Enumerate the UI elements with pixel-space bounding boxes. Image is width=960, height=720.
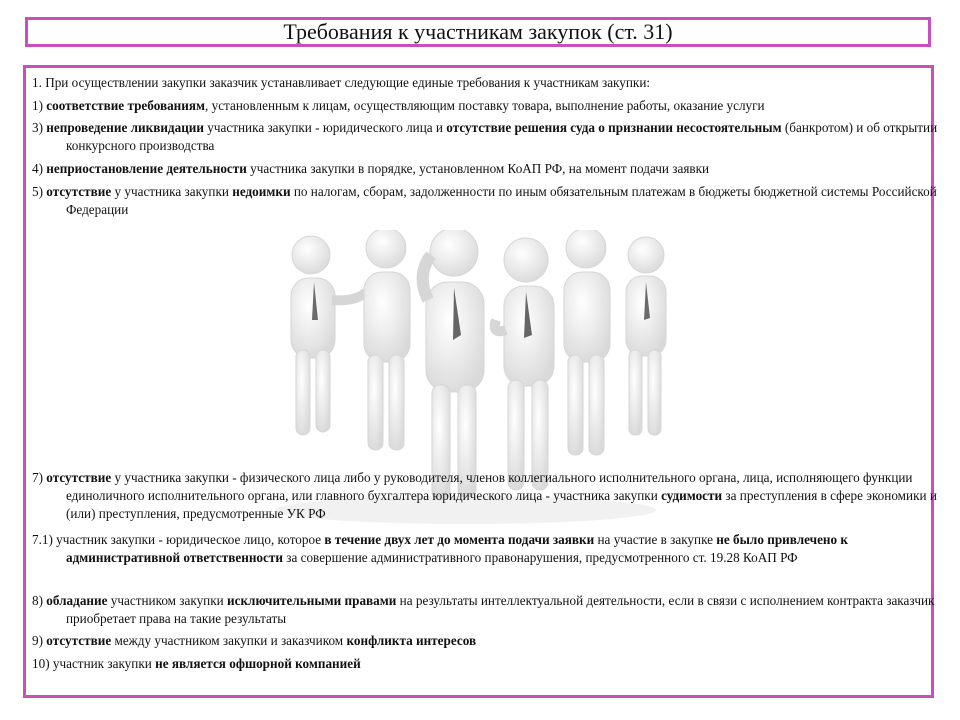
bold-phrase: конфликта интересов — [346, 633, 477, 648]
figure-left — [291, 236, 366, 435]
bold-phrase: соответствие требованиям — [46, 98, 205, 113]
text-segment: участником закупки — [107, 593, 227, 608]
figure-center — [423, 230, 484, 500]
requirement-3 — [32, 119, 956, 155]
figure-right — [626, 237, 666, 435]
text-segment: участника закупки в порядке, установленном КоАП РФ, на момент подачи заявки — [246, 161, 710, 176]
bold-phrase: недоимки — [232, 184, 291, 199]
text-segment: 9) — [32, 633, 47, 648]
text-segment: 3) — [32, 120, 47, 135]
requirement-4 — [32, 160, 956, 178]
requirement-5 — [32, 183, 956, 219]
requirement-8 — [32, 592, 956, 628]
text-segment: 1. При осуществлении закупки заказчик устанавливает следующие единые требования к участникам закупки: — [32, 75, 651, 90]
page-title: Требования к участникам закупок (ст. 31) — [283, 19, 673, 44]
text-segment: на участие в закупке — [594, 532, 717, 547]
bold-phrase: в течение двух лет до момента подачи заявки — [324, 532, 595, 547]
text-segment: у участника закупки — [111, 184, 233, 199]
text-segment: 7) — [32, 470, 47, 485]
text-segment: за совершение административного правонарушения, предусмотренного ст. 19.28 КоАП РФ — [282, 550, 798, 565]
bold-phrase: отсутствие — [46, 470, 112, 485]
bold-phrase: неприостановление деятельности — [46, 161, 247, 176]
text-segment: (банкротом) и об открытии конкурсного производства — [66, 120, 938, 153]
text-segment: 7.1) участник закупки - юридическое лицо, которое — [32, 532, 325, 547]
requirement-9 — [32, 632, 956, 650]
bold-phrase: исключительными правами — [227, 593, 397, 608]
text-segment: на результаты интеллектуальной деятельности, если в связи с исполнением контракта заказчик приобретает права на такие результаты — [66, 593, 935, 626]
text-segment: 1) — [32, 98, 47, 113]
bold-phrase: отсутствие — [46, 184, 112, 199]
bold-phrase: судимости — [661, 488, 723, 503]
title-box — [25, 17, 931, 47]
content-box — [23, 65, 938, 698]
text-segment: 5) — [32, 184, 47, 199]
bold-phrase: обладание — [46, 593, 108, 608]
text-segment: между участником закупки и заказчиком — [111, 633, 347, 648]
requirement-10 — [32, 655, 956, 673]
bold-phrase: не было привлечено к административной ответственности — [66, 532, 849, 565]
figure-fifth — [564, 230, 610, 455]
figure-second — [364, 230, 410, 450]
text-segment: 8) — [32, 593, 47, 608]
text-segment: 10) участник закупки — [32, 656, 156, 671]
requirement-7-1 — [32, 531, 956, 567]
requirement-7 — [32, 469, 956, 523]
bold-phrase: не является офшорной компанией — [155, 656, 361, 671]
text-segment: 4) — [32, 161, 47, 176]
text-segment: по налогам, сборам, задолженности по иным обязательным платежам в бюджеты бюджетной системы Российской Федерации — [66, 184, 937, 217]
text-segment: у участника закупки - физического лица либо у руководителя, членов коллегиального исполнительного органа, лица, исполняющего функции единоличного исполнительного органа, или главного бухгалтера юридического лица - участника закупки — [66, 470, 913, 503]
text-segment: за преступления в сфере экономики и (или) преступления, предусмотренные УК РФ — [66, 488, 937, 521]
figure-fourth — [495, 238, 554, 490]
requirement-intro — [32, 74, 956, 92]
bold-phrase: отсутствие решения суда о признании несостоятельным — [446, 120, 782, 135]
requirement-1 — [32, 97, 956, 115]
text-segment: участника закупки - юридического лица и — [204, 120, 447, 135]
bold-phrase: непроведение ликвидации — [46, 120, 204, 135]
text-segment: , установленным к лицам, осуществляющим поставку товара, выполнение работы, оказание услуги — [205, 98, 765, 113]
bold-phrase: отсутствие — [46, 633, 112, 648]
